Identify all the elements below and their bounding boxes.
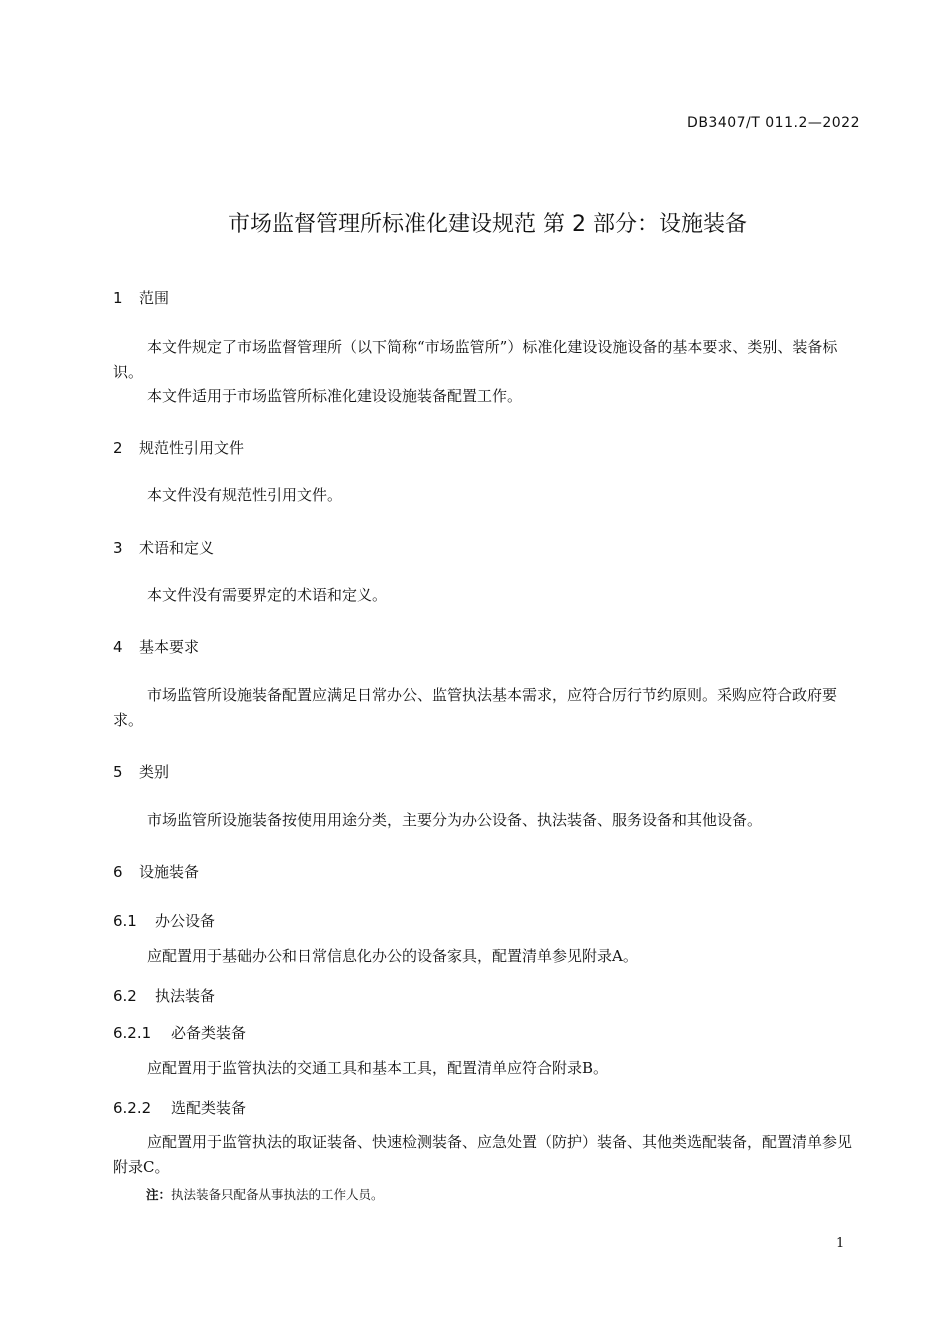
subsection-title: 必备类装备 bbox=[171, 1024, 247, 1042]
section-title: 术语和定义 bbox=[139, 539, 215, 557]
subsection-heading bbox=[113, 910, 215, 931]
subsection-number: 6.2.2 bbox=[113, 1099, 152, 1117]
section-number: 6 bbox=[113, 863, 123, 881]
section-number: 4 bbox=[113, 638, 123, 656]
section-number: 3 bbox=[113, 539, 123, 557]
paragraph: 本文件没有规范性引用文件。 bbox=[147, 486, 343, 504]
section-heading bbox=[113, 437, 244, 458]
section-title: 范围 bbox=[139, 289, 170, 307]
paragraph: 本文件没有需要界定的术语和定义。 bbox=[147, 586, 388, 604]
subsection-title: 选配类装备 bbox=[171, 1099, 247, 1117]
subsection-heading bbox=[113, 985, 215, 1006]
paragraph: 本文件规定了市场监督管理所（以下简称“市场监管所”）标准化建设设施设备的基本要求、类别、装备标识。 bbox=[113, 338, 838, 381]
document-title: 市场监督管理所标准化建设规范 第 2 部分：设施装备 bbox=[228, 212, 747, 237]
paragraph: 应配置用于基础办公和日常信息化办公的设备家具，配置清单参见附录A。 bbox=[147, 947, 638, 965]
section-heading bbox=[113, 636, 199, 657]
section-title: 规范性引用文件 bbox=[139, 439, 245, 457]
paragraph: 市场监管所设施装备配置应满足日常办公、监管执法基本需求，应符合厉行节约原则。采购应符合政府要求。 bbox=[113, 686, 838, 729]
subsection-heading bbox=[113, 1022, 246, 1043]
section-title: 类别 bbox=[139, 763, 170, 781]
note-text: 执法装备只配备从事执法的工作人员。 bbox=[171, 1187, 384, 1202]
subsection-title: 办公设备 bbox=[155, 912, 216, 930]
section-title: 设施装备 bbox=[139, 863, 200, 881]
paragraph: 应配置用于监管执法的交通工具和基本工具，配置清单应符合附录B。 bbox=[147, 1059, 609, 1077]
section-heading bbox=[113, 537, 214, 558]
section-heading bbox=[113, 287, 169, 308]
document-code: DB3407/T 011.2—2022 bbox=[687, 115, 860, 131]
section-number: 1 bbox=[113, 289, 123, 307]
subsection-number: 6.2.1 bbox=[113, 1024, 152, 1042]
paragraph: 本文件适用于市场监管所标准化建设设施装备配置工作。 bbox=[147, 387, 523, 405]
section-heading bbox=[113, 861, 199, 882]
page-number: 1 bbox=[836, 1236, 845, 1251]
subsection-number: 6.2 bbox=[113, 987, 137, 1005]
note bbox=[146, 1185, 384, 1203]
section-number: 2 bbox=[113, 439, 123, 457]
section-title: 基本要求 bbox=[139, 638, 200, 656]
section-heading bbox=[113, 761, 169, 782]
paragraph: 应配置用于监管执法的取证装备、快速检测装备、应急处置（防护）装备、其他类选配装备，配置清单参见附录C。 bbox=[113, 1133, 853, 1176]
subsection-number: 6.1 bbox=[113, 912, 137, 930]
subsection-heading bbox=[113, 1097, 246, 1118]
subsection-title: 执法装备 bbox=[155, 987, 216, 1005]
note-label: 注： bbox=[146, 1187, 172, 1202]
paragraph: 市场监管所设施装备按使用用途分类，主要分为办公设备、执法装备、服务设备和其他设备。 bbox=[147, 811, 763, 829]
section-number: 5 bbox=[113, 763, 123, 781]
